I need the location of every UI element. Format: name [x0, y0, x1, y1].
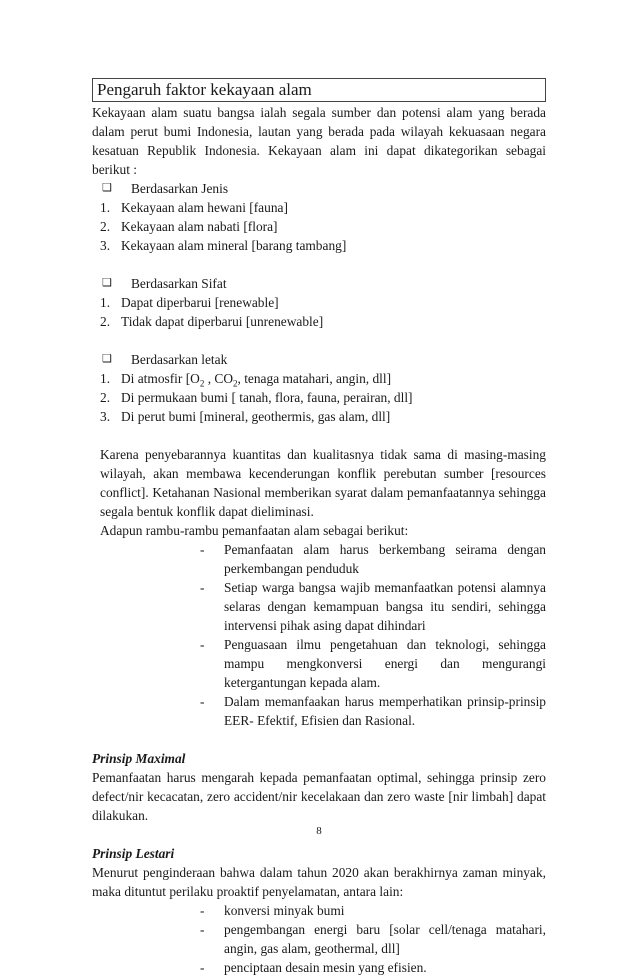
- list-text: penciptaan desain mesin yang efisien.: [224, 960, 427, 975]
- list-item: [100, 236, 546, 255]
- prinsip-lestari-text: Menurut penginderaan bahwa dalam tahun 2020 akan berakhirnya zaman minyak, maka dituntut perilaku proaktif penyelamatan, antara lain:: [92, 865, 546, 899]
- signs-intro: Adapun rambu-rambu pemanfaatan alam sebagai berikut:: [100, 523, 409, 538]
- list-text: Pemanfaatan alam harus berkembang seirama dengan perkembangan penduduk: [224, 542, 546, 576]
- list-text: Dapat diperbarui [renewable]: [121, 295, 279, 310]
- list-text: pengembangan energi baru [solar cell/tenaga matahari, angin, gas alam, geothermal, dll]: [224, 922, 546, 956]
- prinsip-maximal-title: Prinsip Maximal: [92, 751, 186, 766]
- list-number: 2.: [100, 390, 111, 405]
- list-item: [100, 312, 546, 331]
- checkbox-bullet-icon: ❑: [102, 277, 112, 289]
- checkbox-bullet-icon: ❑: [102, 353, 112, 365]
- list-item: [200, 578, 546, 635]
- list-text: Di permukaan bumi [ tanah, flora, fauna, perairan, dll]: [121, 390, 413, 405]
- list-text: Setiap warga bangsa wajib memanfaatkan potensi alamnya selaras dengan kemampuan bangsa itu sendiri, sehingga intervensi pihak asing dapat dihindari: [224, 580, 546, 633]
- document-page: [92, 78, 546, 977]
- list-number: 3.: [100, 238, 111, 253]
- list-item: [100, 198, 546, 217]
- dash-bullet: -: [200, 542, 205, 557]
- dash-bullet: -: [200, 637, 205, 652]
- dash-bullet: -: [200, 694, 205, 709]
- checkbox-bullet-icon: ❑: [102, 182, 112, 194]
- list-item: [100, 388, 546, 407]
- list-text: Tidak dapat diperbarui [unrenewable]: [121, 314, 324, 329]
- list-text: Kekayaan alam hewani [fauna]: [121, 200, 288, 215]
- list-number: 1.: [100, 295, 111, 310]
- page-number: 8: [316, 825, 322, 837]
- list-item: [200, 692, 546, 730]
- category-heading: Berdasarkan letak: [131, 352, 228, 367]
- list-text: Penguasaan ilmu pengetahuan dan teknologi, sehingga mampu mengkonversi energi dan mengurangi ketergantungan kepada alam.: [224, 637, 546, 690]
- list-item: [200, 540, 546, 578]
- list-text: Di perut bumi [mineral, geothermis, gas alam, dll]: [121, 409, 391, 424]
- list-number: 1.: [100, 371, 111, 386]
- list-text: Dalam memanfaakan harus memperhatikan prinsip-prinsip EER- Efektif, Efisien dan Rasional.: [224, 694, 546, 728]
- list-item: [200, 920, 546, 958]
- list-item: [100, 217, 546, 236]
- list-number: 1.: [100, 200, 111, 215]
- category-jenis: [100, 179, 546, 255]
- signs-list: [200, 540, 546, 730]
- intro-paragraph: Kekayaan alam suatu bangsa ialah segala sumber dan potensi alam yang berada dalam perut bumi Indonesia, lautan yang berada pada wilayah kekuasaan negara kesatuan Republik Indonesia. Kekayaan alam ini dapat dikategorikan sebagai berikut :: [92, 105, 546, 177]
- list-item: [100, 369, 546, 388]
- list-item: [200, 635, 546, 692]
- list-number: 3.: [100, 409, 111, 424]
- prinsip-maximal-text: Pemanfaatan harus mengarah kepada pemanfaatan optimal, sehingga prinsip zero defect/nir kecacatan, zero accident/nir kecelakaan dan zero waste [nir limbah] dapat dilakukan.: [92, 770, 546, 823]
- lestari-list: [200, 901, 546, 977]
- prinsip-lestari-title: Prinsip Lestari: [92, 846, 175, 861]
- dash-bullet: -: [200, 903, 205, 918]
- dash-bullet: -: [200, 922, 205, 937]
- list-text: Kekayaan alam nabati [flora]: [121, 219, 278, 234]
- list-item: [200, 958, 546, 977]
- list-number: 2.: [100, 314, 111, 329]
- section-title-box: [92, 78, 546, 102]
- list-item: [100, 293, 546, 312]
- section-title: Pengaruh faktor kekayaan alam: [97, 80, 312, 99]
- dash-bullet: -: [200, 960, 205, 975]
- list-text: Di atmosfir [$O_2$ , $CO_2$, tenaga matahari, angin, dll]: [121, 371, 392, 389]
- list-text: konversi minyak bumi: [224, 903, 345, 918]
- category-letak: [100, 350, 546, 426]
- category-sifat: [100, 274, 546, 331]
- dash-bullet: -: [200, 580, 205, 595]
- list-item: [100, 407, 546, 426]
- category-heading: Berdasarkan Sifat: [131, 276, 227, 291]
- list-item: [200, 901, 546, 920]
- list-number: 2.: [100, 219, 111, 234]
- list-text: Kekayaan alam mineral [barang tambang]: [121, 238, 347, 253]
- category-heading: Berdasarkan Jenis: [131, 181, 229, 196]
- conflict-paragraph: Karena penyebarannya kuantitas dan kualitasnya tidak sama di masing-masing wilayah, akan membawa kecenderungan konflik perebutan sumber [resources conflict]. Ketahanan Nasional memberikan syarat dalam pemanfaatannya sehingga segala bentuk konflik dapat dieliminasi.: [100, 447, 546, 519]
